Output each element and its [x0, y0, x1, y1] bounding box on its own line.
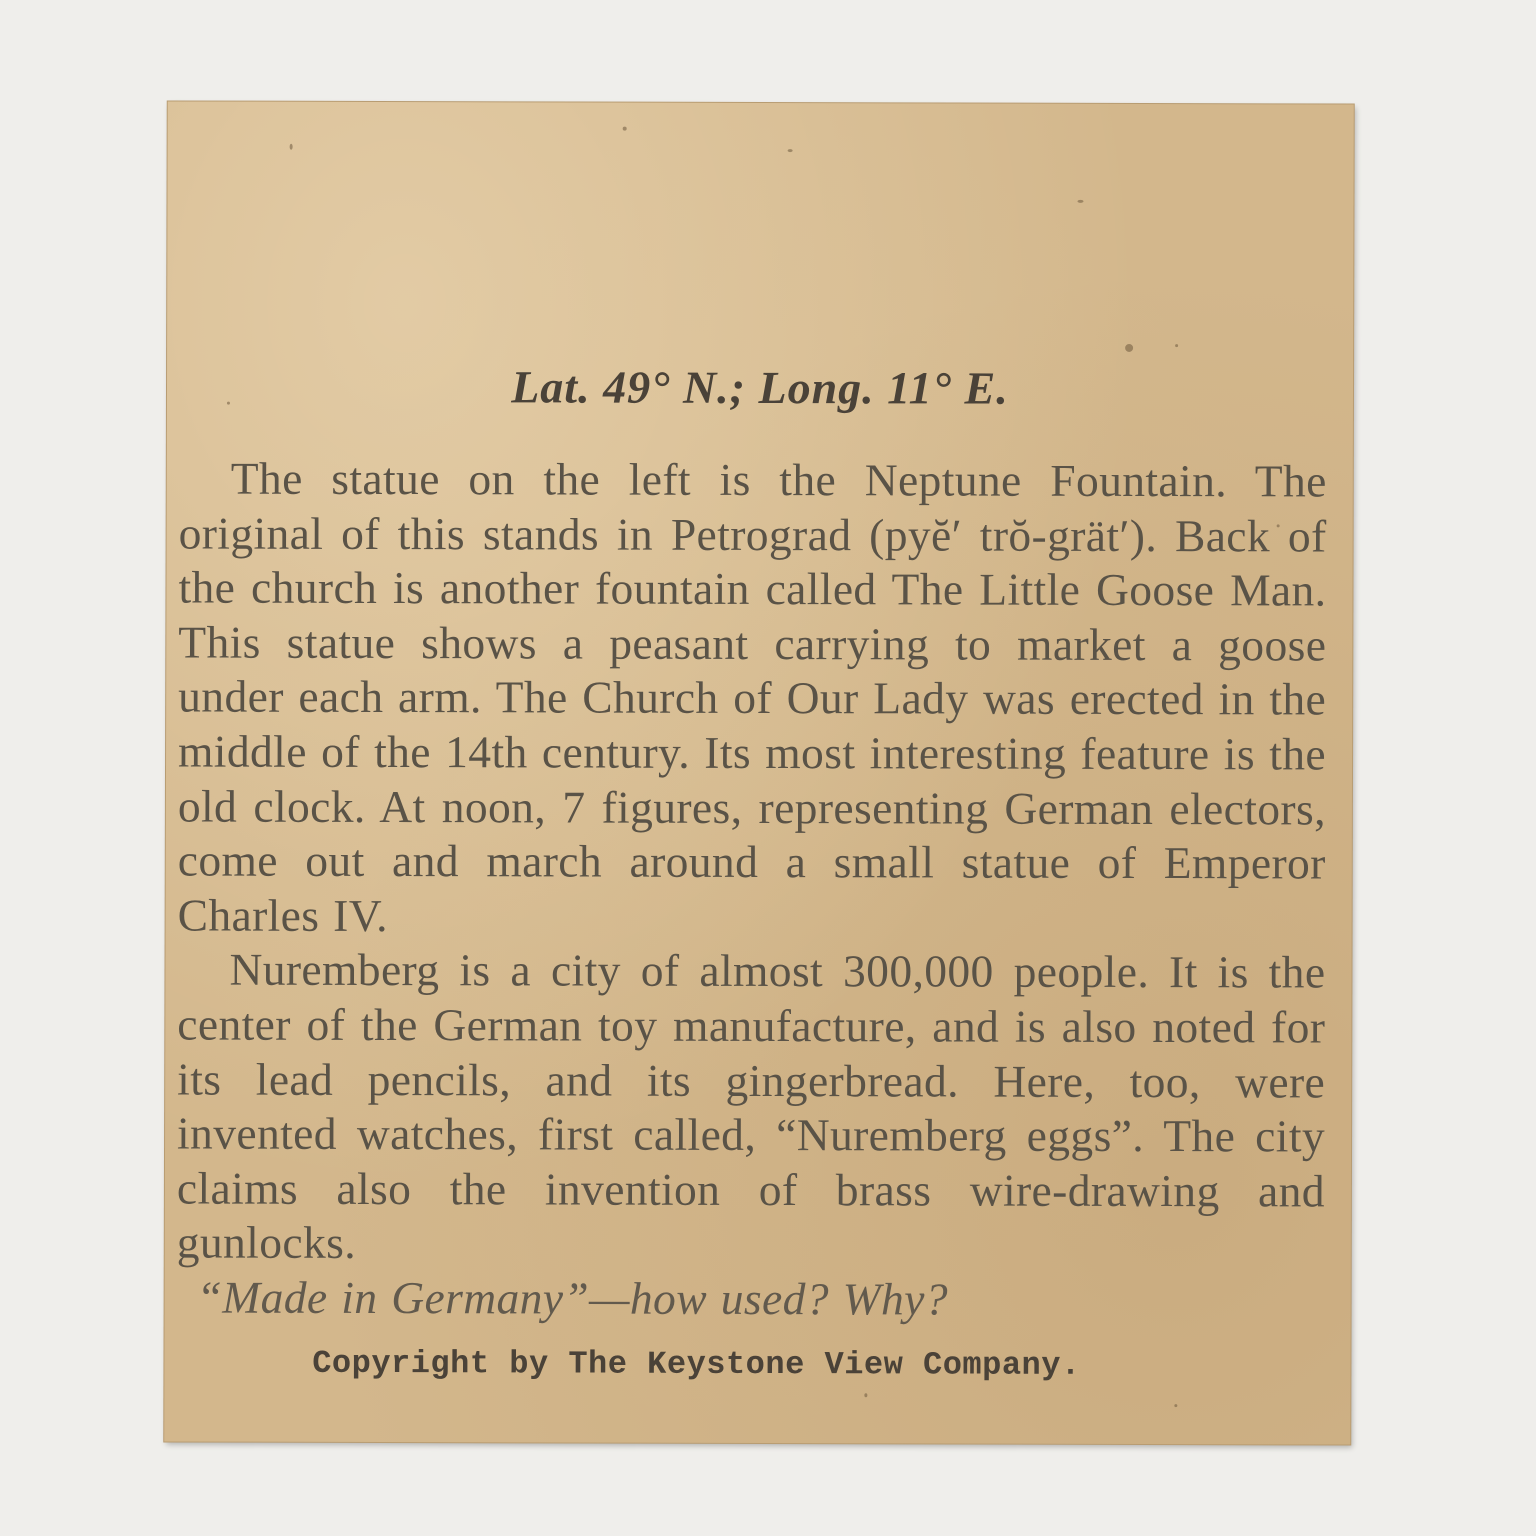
ink-speck: [864, 1393, 867, 1397]
stereoview-card-back: [164, 101, 1354, 1444]
study-question: “Made in Germany”—how used? Why?: [196, 1271, 948, 1325]
ink-speck: [1174, 1404, 1177, 1407]
ink-speck: [1077, 200, 1083, 203]
ink-speck: [788, 149, 793, 152]
ink-speck: [1175, 344, 1178, 347]
description-paragraph: Nuremberg is a city of almost 300,000 people. It is the center of the German toy manufacture, and is also noted for its lead pencils, and its gingerbread. Here, too, were invented watches, first called, “Nuremberg eggs”. The city claims also the invention of brass wire-drawing and gunlocks.: [176, 943, 1326, 1269]
card-description: [177, 451, 1327, 1328]
coordinates-heading: Lat. 49° N.; Long. 11° E.: [511, 361, 1009, 414]
copyright-line: Copyright by The Keystone View Company.: [312, 1344, 1081, 1384]
ink-speck: [623, 127, 627, 131]
ink-speck: [1125, 344, 1133, 352]
description-paragraph: The statue on the left is the Neptune Fountain. The original of this stands in Petrograd (pyĕ′ trŏ-grät′). Back of the church is another fountain called The Little Goose Man. This statue shows a peasant carrying to market a goose under each arm. The Church of Our Lady was erected in the middle of the 14th century. Its most interesting feature is the old clock. At noon, 7 figures, representing German electors, come out and march around a small statue of Emperor Charles IV.: [177, 452, 1327, 941]
ink-speck: [290, 144, 293, 150]
